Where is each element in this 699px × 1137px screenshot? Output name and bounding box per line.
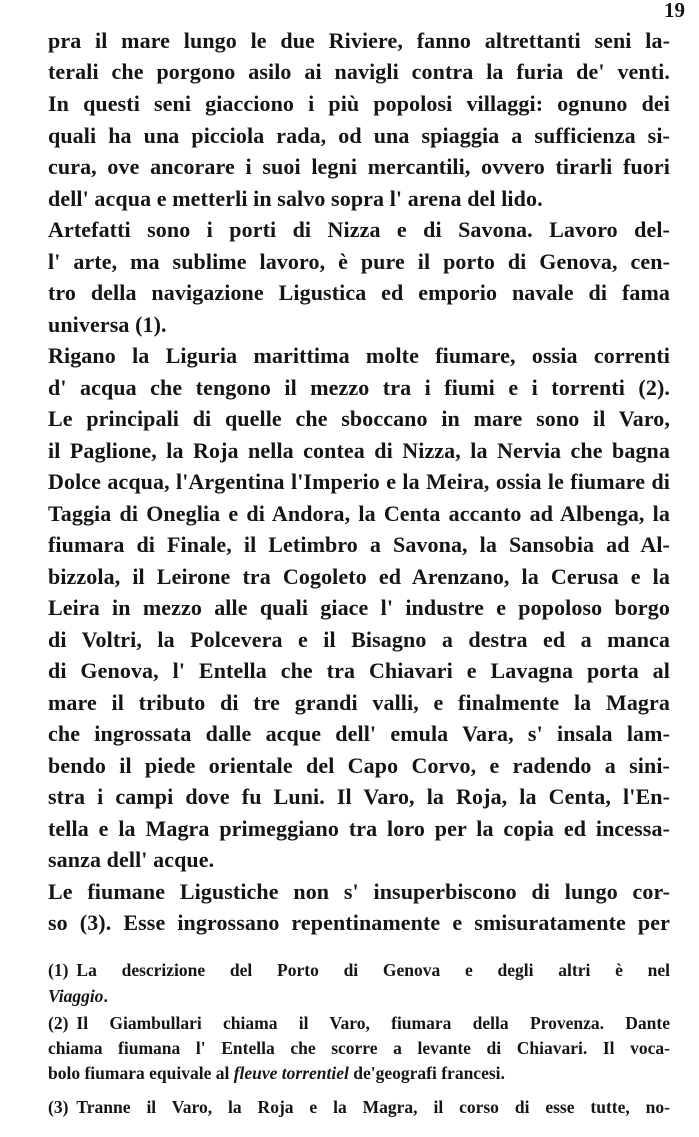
paragraph-3-line-2: d' acqua che tengono il mezzo tra i fiumi e i torrenti (2). (48, 375, 670, 400)
paragraph-2-line-2: l' arte, ma sublime lavoro, è pure il porto di Genova, cen- (48, 249, 670, 274)
footnote-2-line-2: chiama fiumana l' Entella che scorre a levante di Chiavari. Il voca- (48, 1038, 670, 1058)
paragraph-1-line-4: quali ha una picciola rada, od una spiaggia a sufficienza si- (48, 123, 670, 148)
paragraph-3-line-5: Dolce acqua, l'Argentina l'Imperio e la Meira, ossia le fiumare di (48, 469, 670, 494)
paragraph-3-line-4: il Paglione, la Roja nella contea di Nizza, la Nervia che bagna (48, 438, 670, 463)
footnotes (0, 950, 699, 1137)
paragraph-3-line-15: stra i campi dove fu Luni. Il Varo, la Roja, la Centa, l'En- (48, 784, 670, 809)
footnote-2-line-1 (48, 1011, 670, 1035)
footnote-3-marker: (3) (48, 1097, 69, 1117)
footnote-2-italic-phrase: fleuve torrentiel (233, 1063, 349, 1083)
paragraph-3-line-14: bendo il piede orientale del Capo Corvo, e radendo a sini- (48, 753, 670, 778)
paragraph-1-line-2: terali che porgono asilo ai navigli contra la furia de' venti. (48, 59, 670, 84)
paragraph-3-line-8: bizzola, il Leirone tra Cogoleto ed Arenzano, la Cerusa e la (48, 564, 670, 589)
footnote-1-line-2 (48, 984, 670, 1008)
footnote-1-punctuation: . (103, 986, 108, 1006)
footnote-2-text-after-italic: de'geografi francesi. (353, 1063, 505, 1083)
paragraph-2-line-3: tro della navigazione Ligustica ed emporio navale di fama (48, 280, 670, 305)
footnote-1-text: La descrizione del Porto di Genova e degli altri è nel (76, 960, 670, 980)
paragraph-3-line-9: Leira in mezzo alle quali giace l' industre e popoloso borgo (48, 595, 670, 620)
paragraph-3-line-3: Le principali di quelle che sboccano in mare sono il Varo, (48, 406, 670, 431)
footnote-1-line-1 (48, 958, 670, 982)
footnote-1-marker: (1) (48, 960, 69, 980)
paragraph-2-line-4: universa (1). (48, 312, 167, 337)
paragraph-1-line-6: dell' acqua e metterli in salvo sopra l' arena del lido. (48, 186, 543, 211)
footnote-1-italic-word: Viaggio (48, 986, 104, 1006)
paragraph-2-line-1: Artefatti sono i porti di Nizza e di Savona. Lavoro del- (48, 217, 670, 242)
footnote-2-marker: (2) (48, 1013, 69, 1033)
paragraph-3-line-12: mare il tributo di tre grandi valli, e finalmente la Magra (48, 690, 670, 715)
paragraph-1-line-5: cura, ove ancorare i suoi legni mercantili, ovvero tirarli fuori (48, 154, 670, 179)
paragraph-3-line-7: fiumara di Finale, il Letimbro a Savona, la Sansobia ad Al- (48, 532, 670, 557)
paragraph-1-line-1: pra il mare lungo le due Riviere, fanno altrettanti seni la- (48, 28, 670, 53)
paragraph-3-line-16: tella e la Magra primeggiano tra loro per la copia ed incessa- (48, 816, 670, 841)
paragraph-3-line-13: che ingrossata dalle acque dell' emula Vara, s' insala lam- (48, 721, 670, 746)
paragraph-3-line-17: sanza dell' acque. (48, 847, 215, 872)
paragraph-4-line-2: so (3). Esse ingrossano repentinamente e smisuratamente per (48, 910, 670, 935)
footnote-2-text-1: Il Giambullari chiama il Varo, fiumara della Provenza. Dante (76, 1013, 670, 1033)
page-number: 19 (664, 0, 685, 22)
paragraph-3-line-10: di Voltri, la Polcevera e il Bisagno a destra ed a manca (48, 627, 670, 652)
footnote-3-text: Tranne il Varo, la Roja e la Magra, il corso di esse tutte, no- (76, 1097, 670, 1117)
footnote-2-line-3 (48, 1061, 670, 1085)
paragraph-3-line-11: di Genova, l' Entella che tra Chiavari e Lavagna porta al (48, 658, 670, 683)
paragraph-4-line-1: Le fiumane Ligustiche non s' insuperbiscono di lungo cor- (48, 879, 670, 904)
footnote-2-text-before-italic: bolo fiumara equivale al (48, 1063, 230, 1083)
paragraph-3-line-1: Rigano la Liguria marittima molte fiumare, ossia correnti (48, 343, 670, 368)
footnote-3-line-1 (48, 1095, 670, 1119)
paragraph-1-line-3: In questi seni giacciono i più popolosi villaggi: ognuno dei (48, 91, 670, 116)
paragraph-3-line-6: Taggia di Oneglia e di Andora, la Centa accanto ad Albenga, la (48, 501, 670, 526)
